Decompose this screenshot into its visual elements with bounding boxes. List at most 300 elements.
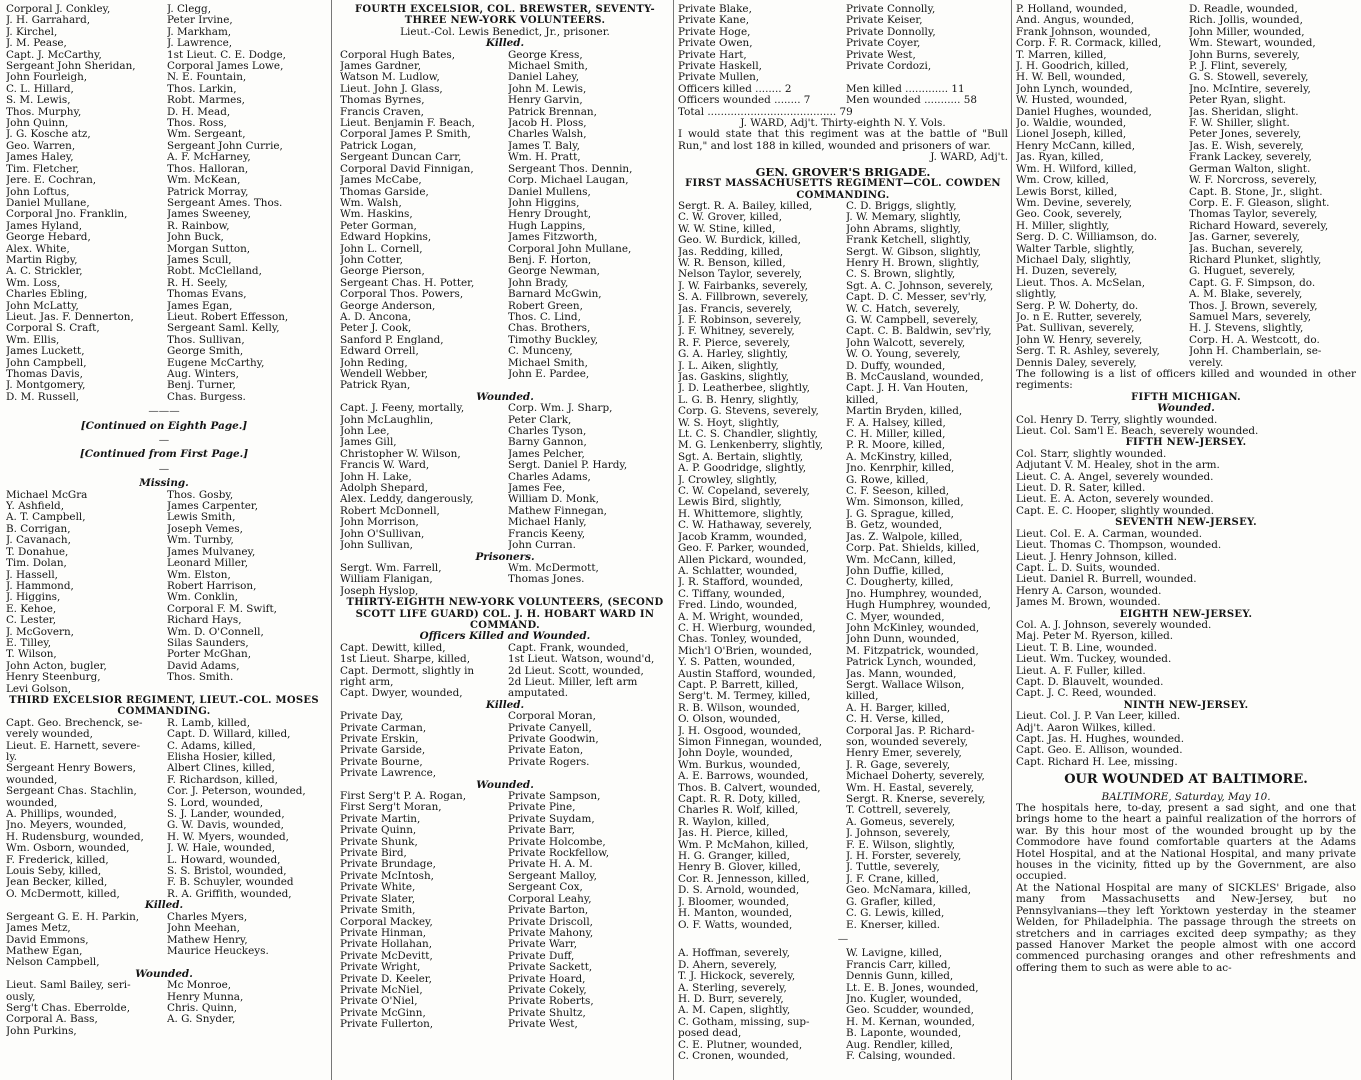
entry: John Loftus,: [6, 186, 70, 198]
entry: Wm. McDermott,: [508, 562, 599, 574]
entry: Private O'Niel,: [340, 996, 418, 1008]
entry: Peter Ryan, slight.: [1189, 95, 1287, 107]
entry: B. Laponte, wounded,: [846, 1028, 962, 1040]
entry: 2d Lieut. Miller, left arm: [508, 676, 638, 688]
entry: Sergeant Malloy,: [508, 870, 597, 882]
entry: Corporal Moran,: [508, 711, 596, 723]
entry: John Lee,: [340, 426, 390, 438]
entry: A. McKinstry, killed,: [846, 451, 953, 463]
entry: First Serg't Moran,: [340, 802, 442, 814]
name-list: [340, 403, 670, 551]
entry: J. Crowley, slightly,: [678, 474, 778, 486]
section-label: Wounded.: [476, 390, 534, 403]
entry: Private McIntosh,: [340, 870, 434, 882]
entry: J. W. Fairbanks, severely,: [678, 280, 808, 292]
entry: slightly,: [1016, 289, 1057, 301]
name-list: [340, 791, 670, 1031]
entry: Robert Harrison,: [167, 580, 257, 592]
entry: Silas Saunders,: [167, 637, 249, 649]
entry: Private Rogers.: [508, 756, 590, 768]
entry: Capt. Dwyer, wounded,: [340, 688, 463, 700]
name-list: [6, 4, 322, 403]
entry: Jas. Francis, severely,: [678, 303, 793, 315]
entry: Private Coyer,: [846, 38, 921, 50]
entry: Capt. G. F. Simpson, do.: [1189, 277, 1316, 289]
entry: A. E. Barrows, wounded,: [678, 771, 809, 783]
entry: Peter Jones, severely,: [1189, 129, 1302, 141]
entry: Peter Irvine,: [167, 15, 233, 27]
signature: J. WARD, Adj't. Thirty-eighth N. Y. Vols.: [740, 117, 946, 130]
entry: Private Haskell,: [678, 61, 762, 73]
entry: Thos. J. Brown, severely,: [1189, 300, 1318, 312]
entry: Dennis Daley, severely,: [1016, 357, 1137, 369]
entry: Nelson Taylor, severely,: [678, 269, 803, 281]
entry: 2d Lieut. Scott, wounded,: [508, 665, 644, 677]
entry: Frank Ketchell, slightly,: [846, 235, 971, 247]
entry: James Fee,: [508, 483, 566, 495]
entry: N. E. Fountain,: [167, 72, 247, 84]
entry: Jacob Kramm, wounded,: [678, 531, 807, 543]
entry: Col. A. J. Johnson, severely wounded.: [1016, 619, 1212, 631]
entry: Private Mahony,: [508, 927, 594, 939]
entry: Jas. H. Pierce, killed,: [678, 828, 789, 840]
note-paragraph: I would state that this regiment was at the battle of "Bull Run," and lost 188 in killed, wounded and prisoners of war.: [678, 128, 1008, 152]
entry: R. Lamb, killed,: [167, 717, 251, 729]
entry: Daniel Mullane,: [6, 197, 90, 209]
entry: Private Wright,: [340, 962, 421, 974]
entry: John Doyle, wounded,: [678, 748, 793, 760]
entry: Patrick Logan,: [340, 140, 417, 152]
entry: Charles Tyson,: [508, 426, 587, 438]
section-label: Wounded.: [135, 967, 193, 980]
entry: Thos. Larkin,: [167, 83, 237, 95]
entry: F. W. Shiller, slight.: [1189, 118, 1290, 130]
entry: E. Knerser, killed.: [846, 919, 941, 931]
entry: Private Garside,: [340, 745, 426, 757]
tally-table: [678, 84, 1008, 107]
entry: Charles Walsh,: [508, 129, 587, 141]
entry: John Morrison,: [340, 517, 419, 529]
entry: Corporal Jas. P. Richard-: [846, 725, 975, 737]
name-list: [340, 711, 670, 779]
entry: Private West,: [508, 1019, 578, 1031]
entry: Alex. Leddy, dangerously,: [340, 494, 474, 506]
entry: James Gill,: [340, 437, 397, 449]
entry: John Burns, severely,: [1189, 49, 1300, 61]
entry: Richard Howard, severely,: [1189, 220, 1329, 232]
officer-list: [1016, 620, 1356, 700]
entry: Hugh Humphrey, wounded,: [846, 600, 991, 612]
entry: James Hyland,: [6, 220, 83, 232]
entry: C. E. Plutner, wounded,: [678, 1039, 803, 1051]
entry: Adj't. Aaron Wilkes, killed.: [1016, 722, 1156, 734]
entry: Richard Hays,: [167, 615, 242, 627]
entry: wounded,: [6, 774, 58, 786]
entry: Officers killed ........ 2: [678, 83, 792, 95]
entry: wounded,: [6, 797, 58, 809]
section-label: Wounded.: [476, 778, 534, 791]
entry: A. G. Snyder,: [167, 1014, 236, 1026]
entry: Col. Starr, slightly wounded.: [1016, 448, 1167, 460]
entry: Jacob H. Ploss,: [508, 118, 587, 130]
entry: Joseph Hyslop,: [340, 585, 419, 597]
entry: Henry H. Brown, slightly,: [846, 257, 980, 269]
entry: G. Rowe, killed,: [846, 474, 929, 486]
entry: Private Kane,: [678, 15, 750, 27]
entry: Michael Doherty, severely,: [846, 771, 985, 783]
entry: Francis W. Ward,: [340, 460, 430, 472]
entry: Wm. McKean,: [167, 175, 241, 187]
entry: Capt. Richard H. Lee, missing.: [1016, 756, 1178, 768]
entry: Private Sampson,: [508, 791, 601, 803]
entry: Elisha Hosier, killed,: [167, 752, 276, 763]
entry: O. F. Watts, wounded,: [678, 919, 793, 931]
entry: Capt. Jas. H. Hughes, wounded.: [1016, 734, 1185, 745]
note-paragraph: The following is a list of officers killed and wounded in other regiments:: [1016, 368, 1356, 392]
entry: H. J. Stevens, slightly,: [1189, 323, 1304, 335]
entry: James Sweeney,: [167, 209, 251, 221]
entry: Serg. D. C. Williamson, do.: [1016, 232, 1157, 244]
entry: James M. Brown, wounded.: [1016, 597, 1161, 609]
entry: D. Ahern, severely,: [678, 959, 777, 971]
entry: Simon Finnegan, wounded,: [678, 737, 823, 748]
entry: Corp. G. Stevens, severely,: [678, 406, 819, 418]
entry: Henry Garvin,: [508, 95, 583, 107]
entry: H. Whittemore, slightly,: [678, 508, 804, 520]
entry: G. Grafler, killed,: [846, 896, 936, 908]
entry: Wm. Conklin,: [167, 592, 238, 604]
entry: J. Clegg,: [167, 4, 211, 15]
entry: Christopher W. Wilson,: [340, 448, 461, 460]
entry: John Duffie, killed,: [846, 565, 944, 577]
entry: Corporal Leahy,: [508, 893, 592, 905]
officer-list: [1016, 711, 1356, 768]
entry: M. Fitzpatrick, wounded,: [846, 645, 979, 657]
entry: Sergt. W. Gibson, slightly,: [846, 246, 981, 258]
entry: Capt. C. B. Baldwin, sev'rly,: [846, 326, 992, 338]
entry: Chas. Tonley, wounded,: [678, 634, 802, 646]
entry: killed,: [846, 691, 879, 703]
entry: P. J. Flint, severely,: [1189, 61, 1288, 73]
entry: John M. Lewis,: [508, 83, 587, 95]
entry: Barnard McGwin,: [508, 289, 602, 301]
entry: Mathew Henry,: [167, 934, 248, 946]
entry: Henry Munna,: [167, 991, 244, 1003]
entry: Private Rockfellow,: [508, 848, 610, 860]
entry: Private McDevitt,: [340, 950, 433, 962]
entry: H. G. Granger, killed,: [678, 851, 790, 863]
entry: Wm. Haskins,: [340, 209, 413, 221]
entry: F. E. Wilson, slightly,: [846, 839, 956, 851]
column-rule: [673, 0, 674, 1080]
entry: Wm. H. Wilford, killed,: [1016, 163, 1137, 175]
entry: Jas. Garner, severely,: [1189, 232, 1300, 244]
entry: Rich. Jollis, wounded,: [1189, 15, 1303, 27]
entry: Jno. Kenrphir, killed,: [846, 463, 955, 475]
entry: Private Canyell,: [508, 722, 592, 734]
entry: Sergt. R. A. Bailey, killed,: [678, 200, 813, 212]
entry: Lieut. Wm. Tuckey, wounded.: [1016, 654, 1172, 666]
entry: H. W. Myers, wounded,: [167, 831, 289, 843]
entry: Sgt. A. C. Johnson, severely,: [846, 280, 994, 292]
entry: D. Duffy, wounded,: [846, 360, 946, 372]
entry: Sergeant John Sheridan,: [6, 61, 136, 73]
entry: Sergeant Thos. Dennin,: [508, 163, 633, 175]
entry: Private Barton,: [508, 905, 589, 917]
entry: B. Getz, wounded,: [846, 520, 943, 532]
entry: Benj. F. Horton,: [508, 254, 592, 266]
entry: Private Roberts,: [508, 996, 594, 1008]
entry: Wm. Sergeant,: [167, 129, 246, 141]
entry: John Curran.: [508, 540, 576, 552]
entry: Capt. E. C. Hooper, slightly wounded.: [1016, 505, 1215, 517]
entry: Private Erskin,: [340, 734, 419, 745]
entry: Charles R. Wolf, killed,: [678, 805, 799, 817]
entry: B. Corrigan,: [6, 523, 71, 535]
column-3: [678, 4, 1008, 1076]
entry: Private Day,: [340, 711, 404, 723]
total-line: Total ....................................... 79: [678, 105, 853, 118]
entry: P. R. Moore, killed,: [846, 440, 946, 452]
entry: Benj. Turner,: [167, 380, 236, 392]
entry: Eugene McCarthy,: [167, 357, 265, 369]
entry: John H. Lake,: [340, 471, 412, 483]
entry: John Acton, bugler,: [6, 660, 107, 672]
entry: Albert Clines, killed,: [167, 763, 275, 775]
name-list: [678, 948, 1008, 1062]
entry: J. W. Hale, wounded,: [167, 843, 276, 855]
section-label: Killed.: [485, 37, 525, 50]
entry: Private Suydam,: [508, 813, 595, 825]
dateline: BALTIMORE, Saturday, May 10.: [1101, 790, 1271, 803]
entry: J. Bloomer, wounded,: [678, 896, 790, 908]
entry: Tim. Dolan,: [6, 558, 67, 570]
entry: Wm. H. Eastal, severely,: [846, 782, 974, 794]
entry: Francis Keeny,: [508, 528, 586, 540]
regiment-heading: FIRST MASSACHUSETTS REGIMENT—COL. COWDEN COMMANDING.: [685, 178, 1001, 201]
entry: Peter Gorman,: [340, 220, 417, 232]
regiment-heading: THIRD EXCELSIOR REGIMENT, LIEUT.-COL. MOSES COMMANDING.: [9, 694, 319, 718]
entry: Private Duff,: [508, 950, 575, 962]
entry: A. F. McHarney,: [167, 152, 251, 164]
entry: H. Rudensburg, wounded,: [6, 831, 144, 843]
entry: J. Lawrence,: [167, 38, 233, 50]
entry: Jas. Gaskins, slightly,: [678, 372, 789, 383]
entry: Private Donnolly,: [846, 26, 936, 38]
entry: Private Shultz,: [508, 1007, 586, 1019]
entry: Chas. Brothers,: [508, 323, 591, 335]
entry: Dennis Gunn, killed,: [846, 971, 954, 983]
entry: Frank Johnson, wounded,: [1016, 26, 1151, 38]
entry: Henry Drought,: [508, 209, 592, 221]
entry: Lieut. C. A. Angel, severely wounded.: [1016, 471, 1214, 483]
entry: G. W. Davis, wounded,: [167, 820, 284, 832]
entry: W. C. Hatch, severely,: [846, 303, 960, 315]
entry: Thos. Gosby,: [167, 489, 234, 501]
entry: Wendell Webber,: [340, 369, 428, 380]
entry: J. H. Osgood, wounded,: [678, 725, 802, 737]
entry: C. Gotham, missing, sup-: [678, 1016, 810, 1028]
entry: T. Cottrell, severely,: [846, 805, 951, 817]
entry: Henry B. Glover, killed,: [678, 862, 801, 874]
entry: T. Wilson,: [6, 649, 57, 661]
entry: Lieut. E. A. Acton, severely wounded.: [1016, 494, 1214, 506]
entry: J. D. Leatherbee, slightly,: [678, 383, 810, 395]
entry: A. M. Blake, severely,: [1189, 289, 1303, 301]
entry: F. Calsing, wounded.: [846, 1050, 956, 1062]
entry: Louis Seby, killed,: [6, 866, 102, 878]
entry: Wm. P. McMahon, killed,: [678, 839, 809, 851]
entry: Private Lawrence,: [340, 768, 437, 780]
entry: J. W. Memary, slightly,: [846, 212, 961, 224]
entry: S. S. Bristol, wounded,: [167, 866, 287, 878]
entry: Robt. McClelland,: [167, 266, 262, 278]
entry: A. C. Strickler,: [6, 266, 83, 278]
entry: Capt. Geo. Brechenck, se-: [6, 717, 143, 729]
entry: Serg. P. W. Doherty, do.: [1016, 300, 1139, 312]
entry: O. Olson, wounded,: [678, 714, 781, 726]
entry: Jno. McIntire, severely,: [1189, 83, 1311, 95]
entry: Francis Carr, killed,: [846, 959, 951, 971]
entry: John L. Cornell,: [340, 243, 423, 255]
entry: Capt. Dewitt, killed,: [340, 642, 446, 654]
entry: James Scull,: [167, 254, 232, 266]
officer-list: [1016, 415, 1356, 438]
entry: Jas. Mann, wounded,: [846, 668, 957, 680]
entry: G. Huguet, severely,: [1189, 266, 1296, 278]
entry: David Adams,: [167, 660, 240, 672]
entry: Private Owen,: [678, 38, 753, 50]
entry: Lewis Smith,: [167, 512, 236, 524]
entry: Michael McGra: [6, 489, 88, 501]
entry: A. P. Goodridge, slightly,: [678, 463, 807, 475]
entry: Jas. Z. Walpole, killed,: [846, 531, 963, 543]
entry: James Fitzworth,: [508, 232, 598, 244]
entry: Thos. Smith.: [167, 672, 234, 684]
entry: Corporal Hugh Bates,: [340, 49, 456, 61]
entry: Geo. Warren,: [6, 140, 76, 152]
entry: Frank Lackey, severely,: [1189, 152, 1312, 164]
entry: Private H. A. M.: [508, 859, 593, 871]
entry: Y. Ashfield,: [6, 501, 65, 513]
entry: P. Holland, wounded,: [1016, 4, 1127, 15]
entry: Sanford P. England,: [340, 334, 444, 346]
entry: John Miller, wounded,: [1189, 26, 1305, 38]
section-label: Prisoners.: [475, 550, 535, 563]
entry: Private Driscoll,: [508, 916, 593, 928]
entry: L. Howard, wounded,: [167, 854, 281, 866]
entry: Charles Ebling,: [6, 289, 88, 301]
name-list: [340, 643, 670, 700]
name-list: [678, 201, 1008, 931]
entry: Thomas Evans,: [167, 289, 247, 301]
entry: D. Readle, wounded,: [1189, 4, 1298, 15]
entry: Charles Adams,: [508, 471, 591, 483]
entry: Wm. Elston,: [167, 569, 231, 581]
entry: Capt. Dermott, slightly in: [340, 665, 475, 677]
entry: Robt. Marmes,: [167, 95, 245, 107]
entry: Col. Henry D. Terry, slightly wounded.: [1016, 414, 1218, 426]
entry: C. Myer, wounded,: [846, 611, 945, 623]
entry: Capt. Frank, wounded,: [508, 642, 629, 654]
entry: right arm,: [340, 676, 394, 688]
entry: Private Cordozi,: [846, 61, 932, 73]
entry: Wm. Crow, killed,: [1016, 175, 1109, 187]
entry: George Newman,: [508, 266, 600, 278]
entry: Private Goodwin,: [508, 734, 599, 745]
entry: C. W. Grover, killed,: [678, 212, 782, 224]
entry: John Fourleigh,: [6, 72, 88, 84]
column-4: [1016, 4, 1356, 1076]
entry: Private Quinn,: [340, 825, 417, 837]
entry: H. Duzen, severely,: [1016, 266, 1118, 278]
entry: John W. Henry, severely,: [1016, 334, 1143, 346]
entry: Sergeant John Currie,: [167, 140, 283, 152]
entry: Jas. Sheridan, slight.: [1189, 106, 1299, 118]
entry: C. Munceny,: [508, 346, 573, 358]
entry: R. H. Seely,: [167, 277, 228, 289]
entry: Timothy Buckley,: [508, 334, 599, 346]
entry: Jno. Kugler, wounded,: [846, 993, 962, 1005]
entry: J. Tuttle, severely,: [846, 862, 940, 874]
divider: —: [158, 434, 170, 447]
entry: Capt. P. Barrett, killed,: [678, 679, 799, 691]
entry: [508, 586, 670, 597]
entry: H. D. Burr, severely,: [678, 993, 784, 1005]
entry: John Abrams, slightly,: [846, 223, 961, 235]
entry: Private Brundage,: [340, 859, 436, 871]
entry: J. Johnson, severely,: [846, 828, 951, 840]
entry: Lieut. Thos. A. McSelan,: [1016, 277, 1146, 289]
entry: C. W. Hathaway, severely,: [678, 520, 812, 532]
entry: Officers wounded ........ 7: [678, 95, 811, 107]
entry: Geo. Scudder, wounded,: [846, 1005, 974, 1017]
entry: Patrick Morray,: [167, 186, 249, 198]
entry: Wm. Turnby,: [167, 535, 234, 547]
column-rule: [331, 0, 332, 1080]
entry: Robert McDonnell,: [340, 505, 440, 517]
entry: Private Blake,: [678, 4, 752, 15]
regiment-heading: SEVENTH NEW-JERSEY.: [1115, 517, 1257, 529]
column-2: [340, 4, 670, 1076]
entry: D. S. Arnold, wounded,: [678, 885, 800, 897]
entry: Adjutant V. M. Healey, shot in the arm.: [1016, 460, 1220, 472]
entry: Private Smith,: [340, 905, 416, 917]
entry: 1st Lieut. Watson, wound'd,: [508, 654, 655, 666]
entry: R. Waylon, killed,: [678, 816, 770, 828]
regiment-heading: THIRTY-EIGHTH NEW-YORK VOLUNTEERS, (SECOND SCOTT LIFE GUARD) COL. J. H. HOBART WARD IN COMMAND.: [346, 597, 664, 631]
entry: Lewis Borst, killed,: [1016, 186, 1118, 198]
entry: John McLaughlin,: [340, 414, 434, 426]
entry: James T. Baly,: [508, 140, 580, 152]
entry: Sergeant G. E. H. Parkin,: [6, 911, 140, 923]
entry: Lieut. Benjamin F. Beach,: [340, 118, 475, 130]
entry: Capt. L. D. Suits, wounded.: [1016, 562, 1161, 574]
entry: Private Mullen,: [678, 72, 760, 84]
entry: Private Carman,: [340, 722, 427, 734]
entry: Jo. n E. Rutter, severely,: [1016, 311, 1143, 323]
entry: J. G. Sprague, killed,: [846, 508, 954, 520]
entry: John Buck,: [167, 232, 224, 244]
entry: E. Tilley,: [6, 637, 52, 649]
entry: Thos. Halloran,: [167, 163, 249, 175]
entry: H. Miller, slightly,: [1016, 220, 1110, 232]
entry: C. H. Verse, killed,: [846, 714, 944, 726]
entry: Sergt. Wallace Wilson,: [846, 679, 965, 691]
name-list: [1016, 4, 1356, 369]
entry: Lt. C. S. Chandler, slightly,: [678, 429, 818, 441]
entry: 1st Lieut. Sharpe, killed,: [340, 654, 471, 666]
